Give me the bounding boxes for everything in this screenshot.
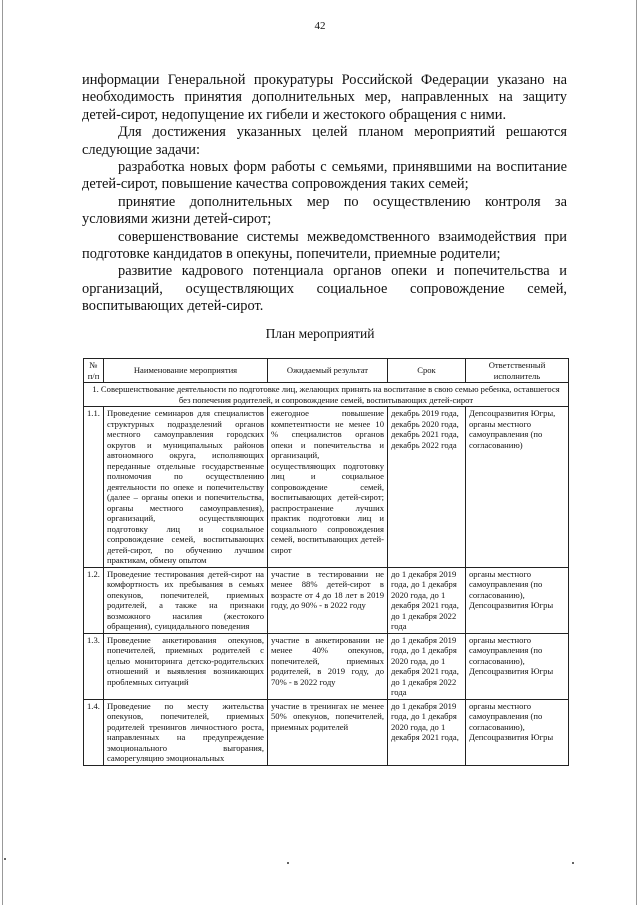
scan-speck <box>4 858 6 860</box>
row-num: 1.3. <box>84 633 104 699</box>
table-row <box>84 633 569 699</box>
section-title: 1. Совершенствование деятельности по подготовке лиц, желающих принять на воспитание в свою семью ребенка, оставшегося без попечения родителей, и сопровождение семей, воспитывающих детей-сирот <box>84 383 569 407</box>
paragraph: развитие кадрового потенциала органов опеки и попечительства и организаций, осуществляющих социальное сопровождение семей, воспитывающих детей-сирот. <box>82 263 567 315</box>
row-result: ежегодное повышение компетентности не менее 10 % специалистов органов опеки и попечительства и организаций, осуществляющих подготовку лиц и социальное сопровождение семей, воспитывающих детей-сирот; распространение лучших практик подготовки лиц и социального сопровождения семей, воспитывающих детей-сирот <box>268 407 388 568</box>
paragraph: Для достижения указанных целей планом мероприятий решаются следующие задачи: <box>82 124 567 158</box>
table-header-row <box>84 359 569 383</box>
scan-edge-left <box>2 0 3 905</box>
row-term: до 1 декабря 2019 года, до 1 декабря 2020 года, до 1 декабря 2021 года, до 1 декабря 2022 года <box>388 567 466 633</box>
plan-table <box>83 358 569 766</box>
header-result: Ожидаемый результат <box>268 359 388 383</box>
paragraph: совершенствование системы межведомственного взаимодействия при подготовке кандидатов в опекуны, попечители, приемные родители; <box>82 228 567 263</box>
table-row <box>84 407 569 568</box>
page-number: 42 <box>314 20 326 32</box>
scan-speck <box>287 862 289 864</box>
row-name: Проведение семинаров для специалистов структурных подразделений органов местного самоуправления городских округов и муниципальных районов автономного округа, исполняющих переданные отдельные государственные полномочия по осуществлению деятельности по опеке и попечительству (далее – органы опеки и попечительства, органы местного самоуправления), организаций, осуществляющих подготовку лиц и социальное сопровождение семей, воспитывающих детей-сирот, по обучению лучшим практикам, обмену опытом <box>104 407 268 568</box>
section-row <box>84 383 569 407</box>
row-num: 1.2. <box>84 567 104 633</box>
row-responsible: органы местного самоуправления (по согласованию), Депсоцразвития Югры <box>466 699 569 765</box>
row-result: участие в тестировании не менее 88% детей-сирот в возрасте от 4 до 18 лет в 2019 году, до 90% - в 2022 году <box>268 567 388 633</box>
paragraph: информации Генеральной прокуратуры Российской Федерации указано на необходимость принятия дополнительных мер, направленных на защиту детей-сирот, недопущение их гибели и жестокого обращения с ними. <box>82 72 567 123</box>
row-result: участие в анкетировании не менее 40% опекунов, попечителей, приемных родителей, в 2019 году, до 70% - в 2022 году <box>268 633 388 699</box>
row-term: декабрь 2019 года, декабрь 2020 года, декабрь 2021 года, декабрь 2022 года <box>388 407 466 568</box>
row-num: 1.1. <box>84 407 104 568</box>
header-name: Наименование мероприятия <box>104 359 268 383</box>
scan-edge-right <box>636 0 637 905</box>
header-responsible: Ответственный исполнитель <box>466 359 569 383</box>
row-responsible: Депсоцразвития Югры, органы местного самоуправления (по согласованию) <box>466 407 569 568</box>
row-term: до 1 декабря 2019 года, до 1 декабря 2020 года, до 1 декабря 2021 года, <box>388 699 466 765</box>
paragraph: разработка новых форм работы с семьями, принявшими на воспитание детей-сирот, повышение качества сопровождения таких семей; <box>82 159 567 193</box>
plan-title: План мероприятий <box>265 326 375 341</box>
row-num: 1.4. <box>84 699 104 765</box>
row-result: участие в тренингах не менее 50% опекунов, попечителей, приемных родителей <box>268 699 388 765</box>
body-text <box>82 72 567 316</box>
table-row <box>84 699 569 765</box>
paragraph: принятие дополнительных мер по осуществлению контроля за условиями жизни детей-сирот; <box>82 193 567 228</box>
row-term: до 1 декабря 2019 года, до 1 декабря 2020 года, до 1 декабря 2021 года, до 1 декабря 2022 года <box>388 633 466 699</box>
header-num: № п/п <box>84 359 104 383</box>
row-responsible: органы местного самоуправления (по согласованию), Депсоцразвития Югры <box>466 633 569 699</box>
row-responsible: органы местного самоуправления (по согласованию), Депсоцразвития Югры <box>466 567 569 633</box>
row-name: Проведение анкетирования опекунов, попечителей, приемных родителей с целью мониторинга детско-родительских отношений и выявления возникающих проблемных ситуаций <box>104 633 268 699</box>
table-row <box>84 567 569 633</box>
header-term: Срок <box>388 359 466 383</box>
row-name: Проведение по месту жительства опекунов, попечителей, приемных родителей тренингов личностного роста, направленных на предупреждение эмоционального выгорания, саморегуляцию эмоциональных <box>104 699 268 765</box>
scan-speck <box>572 862 574 864</box>
row-name: Проведение тестирования детей-сирот на комфортность их пребывания в семьях опекунов, попечителей, приемных родителей, а также на признаки возможного насилия (жестокого обращения), суицидального поведения <box>104 567 268 633</box>
